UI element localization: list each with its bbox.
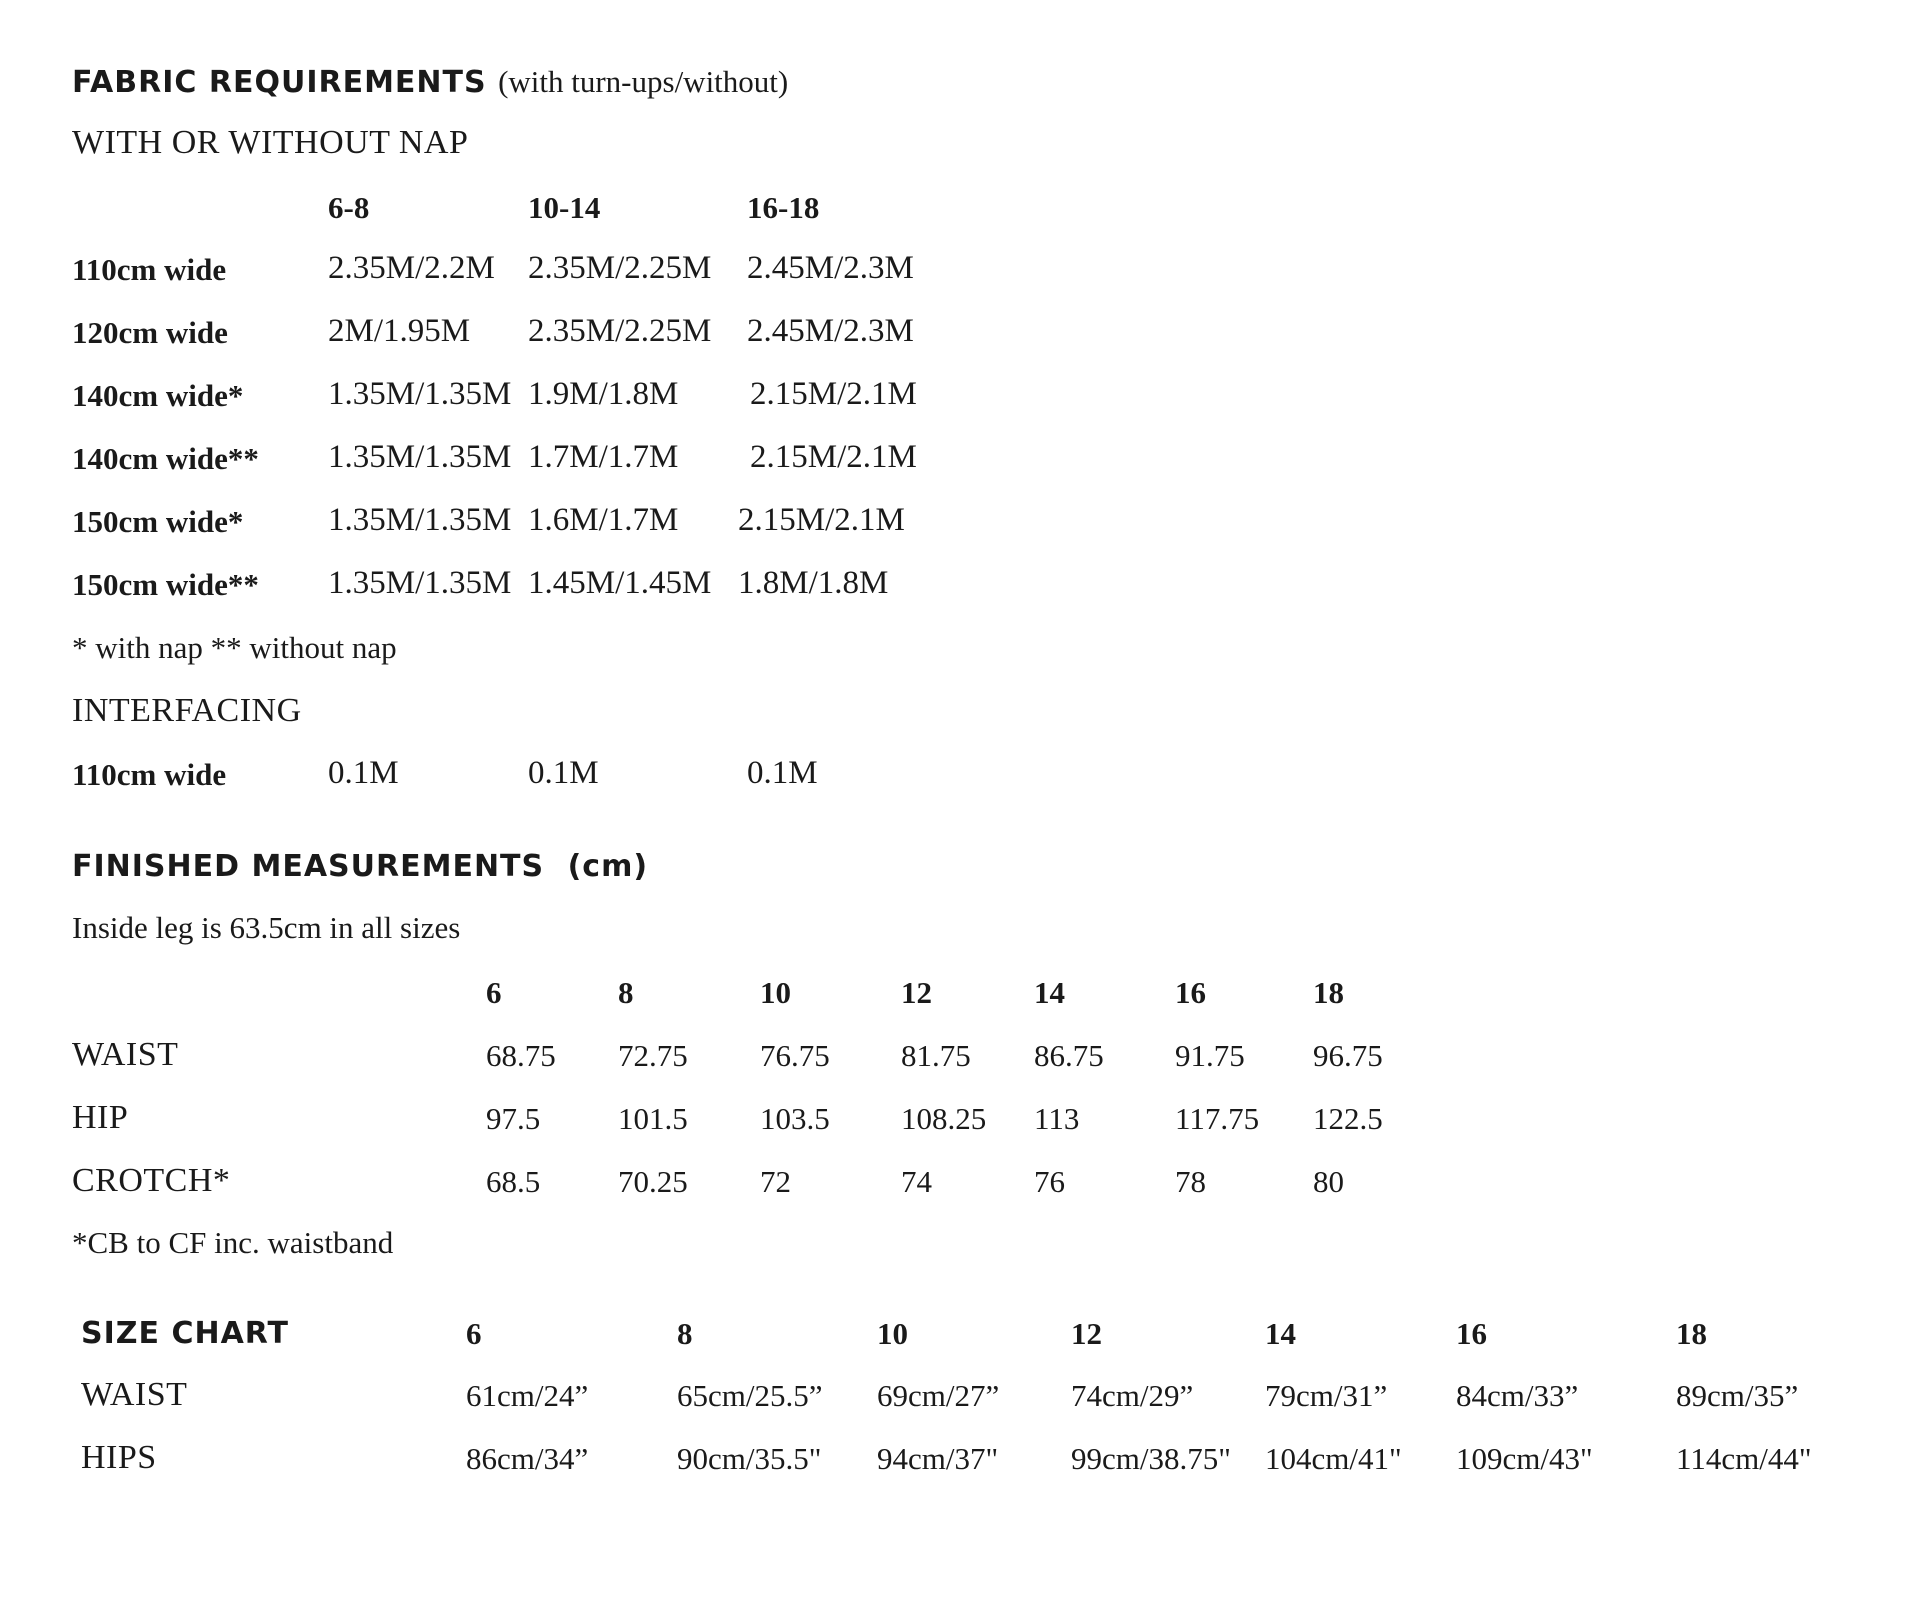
size-header: 10 [877,1316,908,1351]
table-cell: 108.25 [901,1101,987,1136]
table-cell: 61cm/24” [466,1378,589,1413]
size-header: 12 [901,975,932,1010]
table-cell: 2.15M/2.1M [750,439,917,475]
table-cell: 72.75 [618,1038,688,1073]
table-cell: 1.8M/1.8M [738,565,889,601]
size-header: 6 [486,975,502,1010]
table-cell: 2.45M/2.3M [747,250,914,286]
table-cell: 2.35M/2.2M [328,250,495,286]
table-cell: 2.45M/2.3M [747,313,914,349]
row-label: 110cm wide [72,252,227,287]
table-cell: 84cm/33” [1456,1378,1579,1413]
size-header: 8 [677,1316,693,1351]
size-header: 16 [1175,975,1206,1010]
finished-measurements-heading [72,849,648,884]
table-cell: 94cm/37" [877,1441,999,1476]
table-cell: 96.75 [1313,1038,1383,1073]
table-cell: 74cm/29” [1071,1378,1194,1413]
table-cell: 69cm/27” [877,1378,1000,1413]
table-cell: 113 [1034,1101,1080,1136]
table-cell: 89cm/35” [1676,1378,1799,1413]
table-cell: 1.35M/1.35M [328,502,512,538]
fabric-requirements-heading [72,64,788,100]
table-cell: 1.35M/1.35M [328,439,512,475]
row-label: HIPS [81,1439,157,1476]
finished-title: FINISHED MEASUREMENTS [72,849,545,884]
table-cell: 65cm/25.5” [677,1378,823,1413]
fabric-title-note: (with turn-ups/without) [498,64,789,99]
table-cell: 2.15M/2.1M [738,502,905,538]
row-label: WAIST [72,1036,179,1073]
table-cell: 72 [760,1164,791,1199]
table-cell: 104cm/41" [1265,1441,1402,1476]
table-cell: 78 [1175,1164,1206,1199]
nap-subtitle: WITH OR WITHOUT NAP [72,124,469,161]
fabric-col-header: 16-18 [747,190,820,225]
table-cell: 70.25 [618,1164,688,1199]
fabric-col-header: 6-8 [328,190,370,225]
table-cell: 103.5 [760,1101,830,1136]
table-cell: 2.15M/2.1M [750,376,917,412]
row-label: WAIST [81,1376,188,1413]
row-label: 150cm wide* [72,504,244,539]
size-header: 18 [1313,975,1344,1010]
size-header: 18 [1676,1316,1707,1351]
row-label: 140cm wide** [72,441,259,476]
table-cell: 0.1M [328,755,399,791]
row-label: 120cm wide [72,315,228,350]
table-cell: 2.35M/2.25M [528,250,712,286]
table-cell: 68.75 [486,1038,556,1073]
table-cell: 109cm/43" [1456,1441,1593,1476]
table-cell: 74 [901,1164,932,1199]
crotch-footnote: *CB to CF inc. waistband [72,1225,394,1260]
table-cell: 90cm/35.5" [677,1441,822,1476]
nap-footnote: * with nap ** without nap [72,630,397,665]
size-header: 12 [1071,1316,1102,1351]
size-header: 16 [1456,1316,1487,1351]
table-cell: 99cm/38.75" [1071,1441,1231,1476]
inside-leg-note: Inside leg is 63.5cm in all sizes [72,910,461,945]
size-header: 8 [618,975,634,1010]
row-label: 110cm wide [72,757,227,792]
table-cell: 76.75 [760,1038,830,1073]
table-cell: 79cm/31” [1265,1378,1388,1413]
table-cell: 97.5 [486,1101,541,1136]
table-cell: 0.1M [528,755,599,791]
table-cell: 2.35M/2.25M [528,313,712,349]
table-cell: 76 [1034,1164,1065,1199]
table-cell: 1.45M/1.45M [528,565,712,601]
table-cell: 86.75 [1034,1038,1104,1073]
table-cell: 101.5 [618,1101,688,1136]
table-cell: 1.35M/1.35M [328,565,512,601]
table-cell: 117.75 [1175,1101,1260,1136]
row-label: 140cm wide* [72,378,244,413]
table-cell: 2M/1.95M [328,313,471,349]
row-label: HIP [72,1099,129,1136]
size-header: 14 [1034,975,1065,1010]
table-cell: 1.9M/1.8M [528,376,679,412]
row-label: CROTCH* [72,1162,231,1199]
table-cell: 0.1M [747,755,818,791]
size-header: 6 [466,1316,482,1351]
table-cell: 91.75 [1175,1038,1245,1073]
size-header: 14 [1265,1316,1296,1351]
table-cell: 81.75 [901,1038,971,1073]
interfacing-heading: INTERFACING [72,692,302,729]
size-header: 10 [760,975,791,1010]
table-cell: 114cm/44" [1676,1441,1812,1476]
table-cell: 1.6M/1.7M [528,502,679,538]
table-cell: 122.5 [1313,1101,1383,1136]
fabric-title: FABRIC REQUIREMENTS [72,65,487,100]
table-cell: 1.7M/1.7M [528,439,679,475]
table-cell: 80 [1313,1164,1344,1199]
row-label: 150cm wide** [72,567,259,602]
table-cell: 68.5 [486,1164,541,1199]
size-chart-heading: SIZE CHART [81,1316,290,1351]
fabric-col-header: 10-14 [528,190,601,225]
finished-unit: (cm) [567,849,649,884]
table-cell: 1.35M/1.35M [328,376,512,412]
table-cell: 86cm/34” [466,1441,589,1476]
